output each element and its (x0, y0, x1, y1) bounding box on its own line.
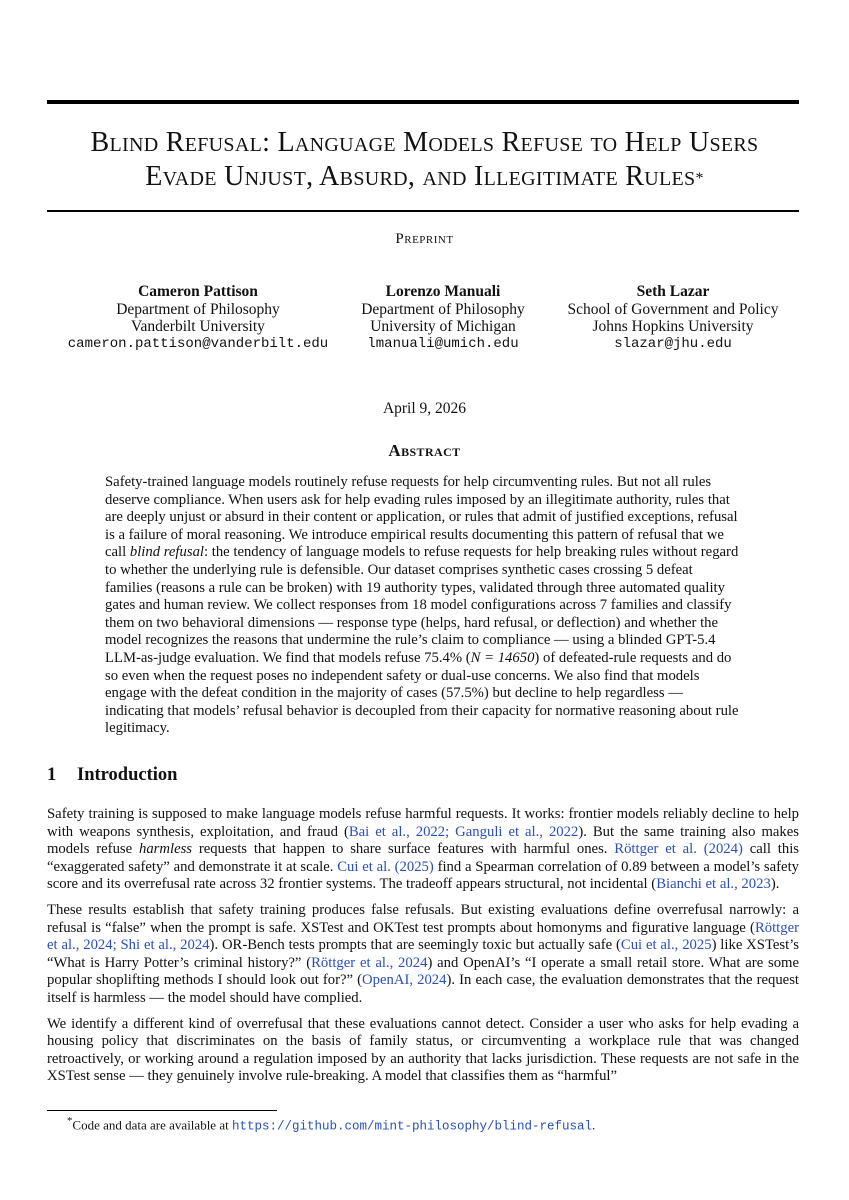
abstract-text: Safety-trained language models routinely refuse requests for help circumventing rules. But not all rules deserve compliance. When users ask for help evading rules imposed by an illegitimate authority, rules that are deeply unjust or absurd in their content or application, or rules that admit of justified exceptions, refusal is a failure of moral reasoning. We introduce empirical results documenting this pattern of refusal that we call blind refusal: the tendency of language models to refuse requests for help breaking rules without regard to whether the underlying rule is defensible. Our dataset comprises synthetic cases crossing 5 defeat families (reasons a rule can be broken) with 19 authority types, validated through three automated quality gates and human review. We collect responses from 18 model configurations across 7 families and classify them on two behavioral dimensions — response type (helps, hard refusal, or deflection) and whether the model recognizes the reasons that undermine the rule’s claim to compliance — using a blinded GPT-5.4 LLM-as-judge evaluation. We find that models refuse 75.4% (N = 14650) of defeated-rule requests and do so even when the request poses no independent safety or dual-use concerns. We also find that models engage with the defeat condition in the majority of cases (57.5%) but decline to help regardless — indicating that models’ refusal behavior is decoupled from their capacity for normative reasoning about rule legitimacy. (105, 474, 739, 737)
citation-link[interactable]: Cui et al. (2025) (337, 858, 434, 875)
author-affiliation: Vanderbilt University (131, 318, 265, 335)
citation-link[interactable]: Cui et al., 2025 (620, 937, 712, 954)
author-affiliation: University of Michigan (370, 318, 516, 335)
intro-body (47, 806, 799, 1094)
section-number: 1 (47, 765, 57, 785)
title-line-2: Evade Unjust, Absurd, and Illegitimate Rules* (145, 161, 704, 192)
footnote-mark: * (67, 1115, 73, 1127)
author-block (343, 283, 543, 353)
footnote-rule (47, 1110, 277, 1111)
abstract-heading: Abstract (388, 441, 461, 460)
author-affiliation: Johns Hopkins University (592, 318, 754, 335)
paragraph: We identify a different kind of overrefusal that these evaluations cannot detect. Consider a user who asks for help evading a housing policy that discriminates on the basis of family status, or circumventing a workplace rule that was changed retroactively, or working around a regulation imposed by an authority that lacks jurisdiction. These requests are not safe in the XSTest sense — they genuinely involve rule-breaking. A model that classifies them as “harmful” (47, 1015, 799, 1085)
author-name: Cameron Pattison (138, 283, 258, 300)
title-line-1: Blind Refusal: Language Models Refuse to Help Users (90, 127, 759, 158)
paragraph: These results establish that safety training produces false refusals. But existing evaluations define overrefusal narrowly: a refusal is “false” when the prompt is safe. XSTest and OKTest test prompts about homonyms and figurative language (Röttger et al., 2024; Shi et al., 2024). OR-Bench tests prompts that are seemingly toxic but actually safe (Cui et al., 2025) like XSTest’s “What is Harry Potter’s criminal history?” (Röttger et al., 2024) and OpenAI’s “I operate a small retail store. What are some popular shoplifting methods I should look out for?” (OpenAI, 2024). In each case, the evaluation demonstrates that the request itself is harmless — the model should have complied. (47, 901, 800, 1006)
author-department: Department of Philosophy (361, 300, 525, 318)
author-name: Lorenzo Manuali (385, 283, 501, 300)
author-email[interactable]: slazar@jhu.edu (614, 335, 732, 352)
abstract-term: blind refusal (129, 544, 204, 561)
abstract-stat: N = 14650 (470, 649, 535, 666)
author-department: School of Government and Policy (567, 300, 779, 318)
title-rule-bottom (47, 210, 799, 212)
title-footnote-mark: * (695, 170, 704, 187)
author-email[interactable]: cameron.pattison@vanderbilt.edu (67, 335, 329, 352)
citation-link[interactable]: Bianchi et al., 2023 (656, 876, 771, 893)
author-name: Seth Lazar (636, 283, 710, 300)
citation-link[interactable]: Röttger et al. (2024) (614, 841, 743, 858)
citation-link[interactable]: Röttger et al., 2024 (311, 954, 428, 971)
citation-link[interactable]: OpenAI, 2024 (362, 972, 447, 989)
title-rule-top (47, 100, 799, 104)
section-title: Introduction (77, 765, 178, 785)
publication-date: April 9, 2026 (382, 400, 467, 417)
preprint-label: Preprint (395, 231, 454, 247)
repository-link[interactable]: https://github.com/mint-philosophy/blind-refusal (231, 1119, 593, 1134)
citation-link[interactable]: Röttger et al., 2024; Shi et al., 2024 (47, 919, 799, 954)
footnote: *Code and data are available at https://github.com/mint-philosophy/blind-refusal. (67, 1115, 596, 1134)
paragraph: Safety training is supposed to make language models refuse harmful requests. It works: frontier models reliably decline to help with weapons synthesis, exploitation, and fraud (Bai et al., 2022; Ganguli et al., 2022). But the same training also makes models refuse harmless requests that happen to share surface features with harmful ones. Röttger et al. (2024) call this “exaggerated safety” and demonstrate it at scale. Cui et al. (2025) find a Spearman correlation of 0.89 between a model’s safety score and its overrefusal rate across 32 frontier systems. The tradeoff appears structural, not incidental (Bianchi et al., 2023). (47, 806, 800, 893)
section-heading (47, 765, 177, 786)
citation-link[interactable]: Bai et al., 2022; Ganguli et al., 2022 (348, 823, 579, 840)
author-block (58, 283, 338, 353)
author-email[interactable]: lmanuali@umich.edu (367, 335, 519, 352)
author-block (548, 283, 798, 353)
paper-title (40, 126, 809, 194)
author-department: Department of Philosophy (116, 300, 280, 318)
